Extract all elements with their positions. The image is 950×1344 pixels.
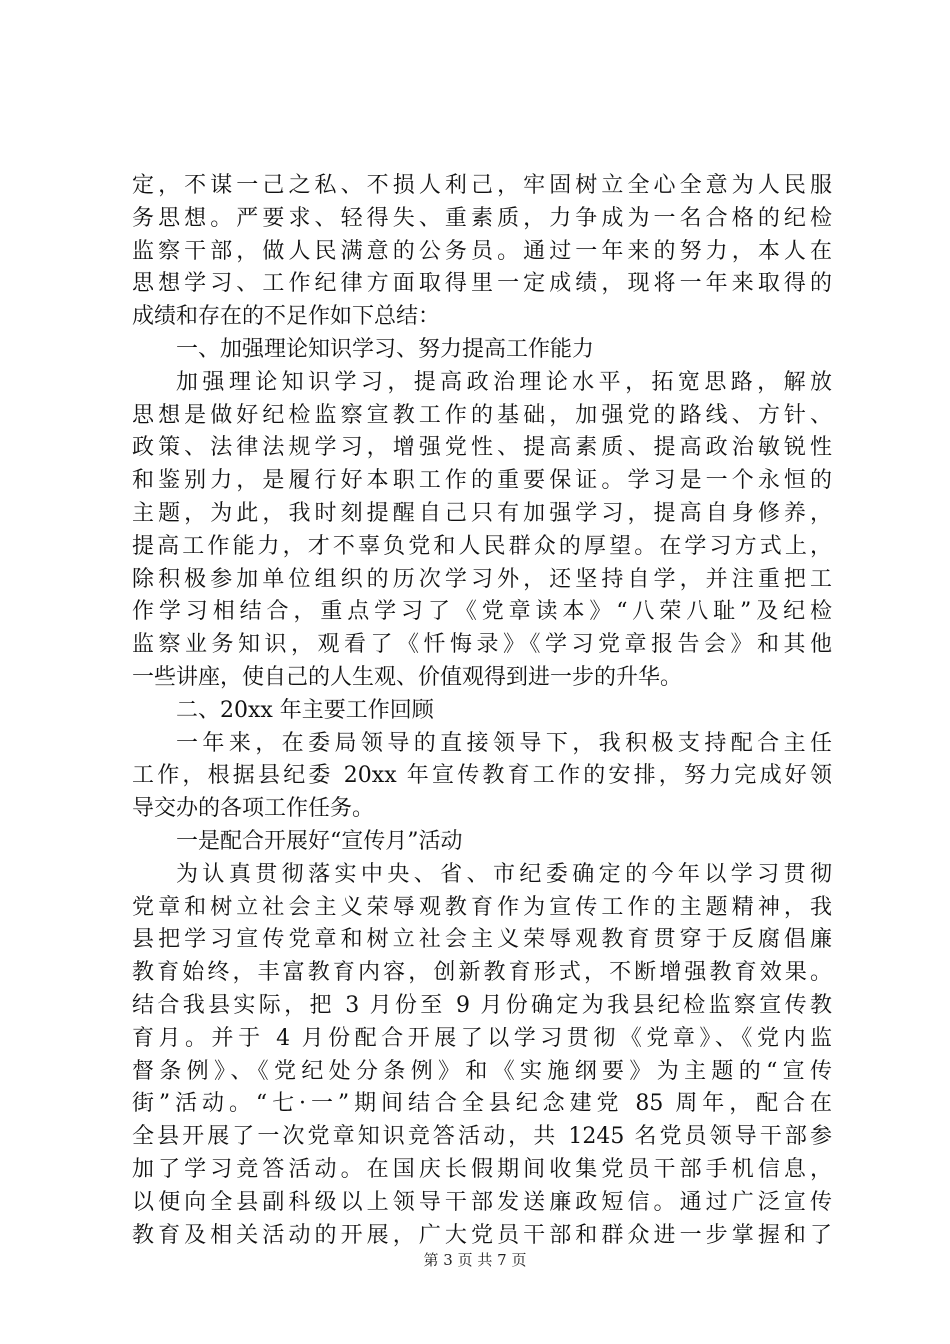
page-footer: 第 3 页 共 7 页 xyxy=(423,1251,527,1269)
text-line: 一年来，在委局领导的直接领导下，我积极支持配合主任 xyxy=(176,730,832,756)
text-line: 加了学习竞答活动。在国庆长假期间收集党员干部手机信息， xyxy=(132,1156,832,1182)
text-line: 作学习相结合，重点学习了《党章读本》“八荣八耻”及纪检 xyxy=(132,599,832,625)
text-line: 思想学习、工作纪律方面取得里一定成绩，现将一年来取得的 xyxy=(132,271,832,297)
text-line: 加强理论知识学习，提高政治理论水平，拓宽思路，解放 xyxy=(176,369,832,395)
text-line: 县把学习宣传党章和树立社会主义荣辱观教育贯穿于反腐倡廉 xyxy=(132,927,832,953)
text-line: 一、加强理论知识学习、努力提高工作能力 xyxy=(176,336,595,362)
text-line: 党章和树立社会主义荣辱观教育作为宣传工作的主题精神，我 xyxy=(132,894,832,920)
text-line: 督条例》、《党纪处分条例》和《实施纲要》为主题的“宣传 xyxy=(132,1058,832,1084)
text-line: 成绩和存在的不足作如下总结： xyxy=(132,304,441,330)
text-line: 教育始终，丰富教育内容，创新教育形式，不断增强教育效果。 xyxy=(132,960,832,986)
text-line: 工作，根据县纪委 20xx 年宣传教育工作的安排，努力完成好领 xyxy=(132,763,832,789)
text-line: 以便向全县副科级以上领导干部发送廉政短信。通过广泛宣传 xyxy=(132,1189,832,1215)
text-line: 全县开展了一次党章知识竞答活动，共 1245 名党员领导干部参 xyxy=(132,1124,832,1150)
text-line: 定，不谋一己之私、不损人利己，牢固树立全心全意为人民服 xyxy=(132,173,832,198)
text-line: 二、20xx 年主要工作回顾 xyxy=(176,697,434,723)
text-line: 导交办的各项工作任务。 xyxy=(132,796,375,822)
text-line: 育月。并于 4 月份配合开展了以学习贯彻《党章》、《党内监 xyxy=(132,1025,832,1051)
text-line: 为认真贯彻落实中央、省、市纪委确定的今年以学习贯彻 xyxy=(176,861,832,887)
text-line: 提高工作能力，才不辜负党和人民群众的厚望。在学习方式上， xyxy=(132,533,832,559)
text-line: 一些讲座，使自己的人生观、价值观得到进一步的升华。 xyxy=(132,664,683,690)
text-line: 思想是做好纪检监察宣教工作的基础，加强党的路线、方针、 xyxy=(132,402,832,428)
text-line: 监察业务知识，观看了《忏悔录》《学习党章报告会》和其他 xyxy=(132,632,832,658)
text-line: 教育及相关活动的开展，广大党员干部和群众进一步掌握和了 xyxy=(132,1222,832,1248)
text-line: 主题，为此，我时刻提醒自己只有加强学习，提高自身修养， xyxy=(132,500,832,526)
text-line: 除积极参加单位组织的历次学习外，还坚持自学，并注重把工 xyxy=(132,566,832,592)
text-line: 街”活动。“七·一”期间结合全县纪念建党 85 周年，配合在 xyxy=(132,1091,832,1117)
text-line: 务思想。严要求、轻得失、重素质，力争成为一名合格的纪检 xyxy=(132,205,832,231)
text-line: 结合我县实际，把 3 月份至 9 月份确定为我县纪检监察宣传教 xyxy=(132,992,832,1018)
text-line: 政策、法律法规学习，增强党性、提高素质、提高政治敏锐性 xyxy=(132,435,832,461)
text-line: 监察干部，做人民满意的公务员。通过一年来的努力，本人在 xyxy=(132,238,832,264)
text-line: 一是配合开展好“宣传月”活动 xyxy=(176,828,463,854)
text-line: 和鉴别力，是履行好本职工作的重要保证。学习是一个永恒的 xyxy=(132,468,832,494)
document-body xyxy=(132,170,832,1252)
